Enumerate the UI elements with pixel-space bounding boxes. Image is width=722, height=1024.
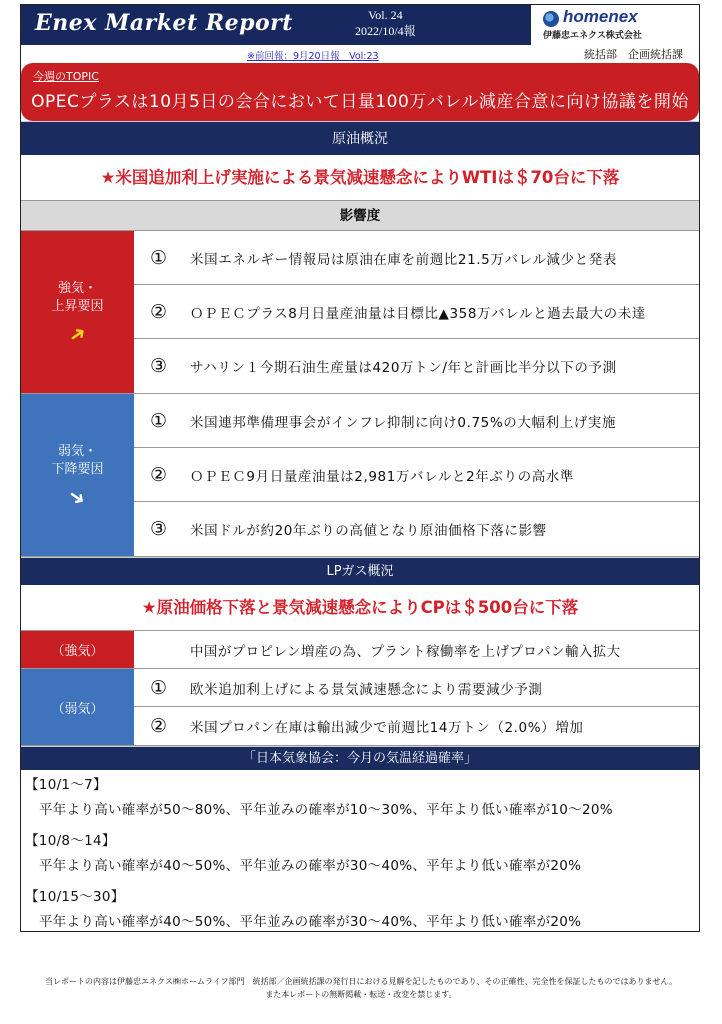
bearish-label-text: 弱気・ 下降要因 <box>51 444 104 477</box>
report-header <box>21 5 699 45</box>
item-text: ＯＰＥＣプラス8月日量産油量は目標比▲358万バレルと過去最大の未達 <box>190 305 646 322</box>
item-text: ＯＰＥＣ9月日量産油量は2,981万バレルと2年ぶりの高水準 <box>190 468 574 485</box>
bearish-rows <box>134 394 699 556</box>
item-text: サハリン１今期石油生産量は420万トン/年と計画比半分以下の予測 <box>190 360 617 376</box>
item-number: ③ <box>150 355 168 377</box>
bullish-item <box>134 285 699 339</box>
bearish-item <box>134 448 699 502</box>
crude-section-title: 原油概況 <box>21 121 699 155</box>
lpg-weak-rows <box>134 669 699 745</box>
volume-number: Vol. 24 <box>368 8 403 22</box>
weather-period: 【10/8～14】 <box>25 833 116 849</box>
disclaimer-line: また本レポートの無断掲載・転送・改変を禁じます。 <box>265 990 457 999</box>
item-number: ② <box>150 300 168 323</box>
report-title: Enex Market Report <box>35 10 293 36</box>
bullish-label <box>21 231 134 393</box>
lpg-section-title: LPガス概況 <box>21 557 699 585</box>
item-text: 米国プロパン在庫は輸出減少で前週比14万トン（2.0%）増加 <box>190 720 584 736</box>
weather-probability: 平年より高い確率が40～50%、平年並みの確率が30～40%、平年より低い確率が20% <box>39 914 582 930</box>
topic-label: 今週のTOPIC <box>33 70 99 83</box>
issue-date: 2022/10/4報 <box>355 24 416 38</box>
lpg-headline: ★原油価格下落と景気減速懸念によりCPは＄500台に下落 <box>21 585 699 631</box>
impact-title: 影響度 <box>21 201 699 231</box>
item-number: ② <box>150 715 168 737</box>
bearish-label <box>21 394 134 556</box>
bullish-rows <box>134 231 699 393</box>
lpg-weak-label: （弱気） <box>21 669 134 745</box>
lpg-strong-row <box>21 631 699 669</box>
department-name: 統括部 企画統括課 <box>584 48 683 61</box>
bullish-item <box>134 339 699 393</box>
weather-outlook <box>21 770 699 932</box>
logo-company-name: 伊藤忠エネクス株式会社 <box>543 31 642 41</box>
bullish-label-text: 強気・ 上昇要因 <box>51 281 104 314</box>
bullish-item <box>134 231 699 285</box>
weather-probability: 平年より高い確率が40～50%、平年並みの確率が30～40%、平年より低い確率が20% <box>39 858 582 874</box>
bearish-factors <box>21 394 699 557</box>
lpg-weak-item <box>134 669 699 707</box>
weather-period: 【10/1～7】 <box>25 777 107 793</box>
item-number: ③ <box>150 518 168 540</box>
weather-section-title: 「日本気象協会：今月の気温経過確率」 <box>21 746 699 770</box>
bearish-item <box>134 502 699 556</box>
item-number: ① <box>150 676 168 699</box>
bullish-factors <box>21 231 699 394</box>
lpg-strong-text: 中国がプロピレン増産の為、プラント稼働率を上げプロパン輸入拡大 <box>190 643 621 660</box>
arrow-up-right-icon: ➜ <box>63 319 92 349</box>
report-frame <box>20 4 700 932</box>
weather-probability: 平年より高い確率が50～80%、平年並みの確率が10～30%、平年より低い確率が10～20% <box>39 802 613 818</box>
item-text: 米国ドルが約20年ぶりの高値となり原油価格下落に影響 <box>190 523 547 539</box>
disclaimer-line: 当レポートの内容は伊藤忠エネクス㈱ホームライフ部門 統括部／企画統括課の発行日における見解を記したものであり、その正確性、完全性を保証したものではありません。 <box>45 977 677 986</box>
crude-headline: ★米国追加利上げ実施による景気減速懸念によりWTIは＄70台に下落 <box>21 155 699 201</box>
lpg-weak-block <box>21 669 699 746</box>
topic-text: OPECプラスは10月5日の会合において日量100万バレル減産合意に向け協議を開始 <box>31 92 689 112</box>
weather-period: 【10/15～30】 <box>25 889 125 905</box>
item-text: 米国エネルギー情報局は原油在庫を前週比21.5万バレル減少と発表 <box>190 251 617 268</box>
topic-banner <box>21 63 699 121</box>
bearish-item <box>134 394 699 448</box>
previous-issue-link[interactable]: ※前回報：9月20日報 Vol:23 <box>247 51 379 62</box>
item-number: ① <box>150 246 168 269</box>
issue-info <box>355 7 416 39</box>
company-logo <box>531 5 699 45</box>
item-number: ② <box>150 463 168 486</box>
lpg-strong-label: （強気） <box>21 631 134 668</box>
logo-wordmark: homenex <box>563 7 638 26</box>
item-text: 米国連邦準備理事会がインフレ抑制に向け0.75%の大幅利上げ実施 <box>190 414 617 431</box>
homenex-logo-icon <box>543 11 559 27</box>
arrow-down-right-icon: ➜ <box>63 482 92 512</box>
item-number: ① <box>150 409 168 432</box>
disclaimer-footer <box>0 975 722 1001</box>
item-text: 欧米追加利上げによる景気減速懸念により需要減少予測 <box>190 681 543 698</box>
lpg-weak-item <box>134 707 699 745</box>
subheader <box>21 45 699 63</box>
